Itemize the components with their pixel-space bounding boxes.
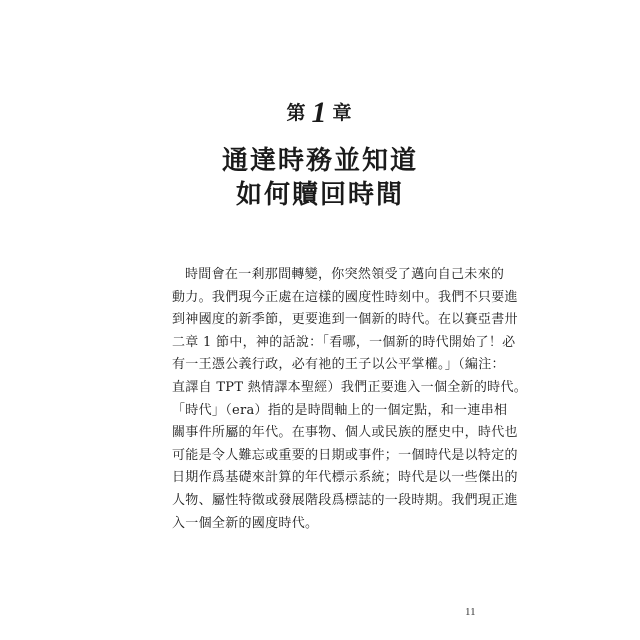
body-line: 二章 1 節中，神的話說：「看哪，一個新的時代開始了！必 (172, 334, 516, 350)
body-line: 動力。我們現今正處在這樣的國度性時刻中。我們不只要進 (172, 289, 518, 305)
chapter-title-line-1: 通達時務並知道 (221, 146, 418, 176)
body-line: 時間會在一剎那間轉變，你突然領受了邁向自己未來的 (185, 267, 505, 282)
chapter-suffix: 章 (332, 102, 354, 124)
body-line: 人物、屬性特徵或發展階段爲標誌的一段時期。我們現正進 (172, 492, 518, 508)
body-line: 入一個全新的國度時代。 (172, 515, 319, 531)
chapter-title-line-2: 如何贖回時間 (235, 180, 404, 210)
body-paragraph (172, 264, 528, 535)
body-line: 有一王憑公義行政，必有祂的王子以公平掌權。」（編注： (172, 357, 505, 373)
body-line: 關事件所屬的年代。在事物、個人或民族的歷史中，時代也 (172, 425, 518, 441)
body-line: 日期作爲基礎來計算的年代標示系統；時代是以一些傑出的 (172, 470, 518, 486)
body-line: 直譯自 TPT 熱情譯本聖經）我們正要進入一個全新的時代。 (172, 379, 528, 395)
body-line: 「時代」（era）指的是時間軸上的一個定點，和一連串相 (172, 402, 508, 418)
page-number: 11 (465, 606, 476, 618)
chapter-title (0, 144, 640, 212)
body-line: 到神國度的新季節，更要進到一個新的時代。在以賽亞書卅 (172, 312, 518, 328)
chapter-number: 1 (311, 96, 329, 129)
chapter-label (0, 98, 640, 128)
chapter-prefix: 第 (286, 102, 308, 124)
body-line: 可能是令人難忘或重要的日期或事件；一個時代是以特定的 (172, 447, 518, 463)
